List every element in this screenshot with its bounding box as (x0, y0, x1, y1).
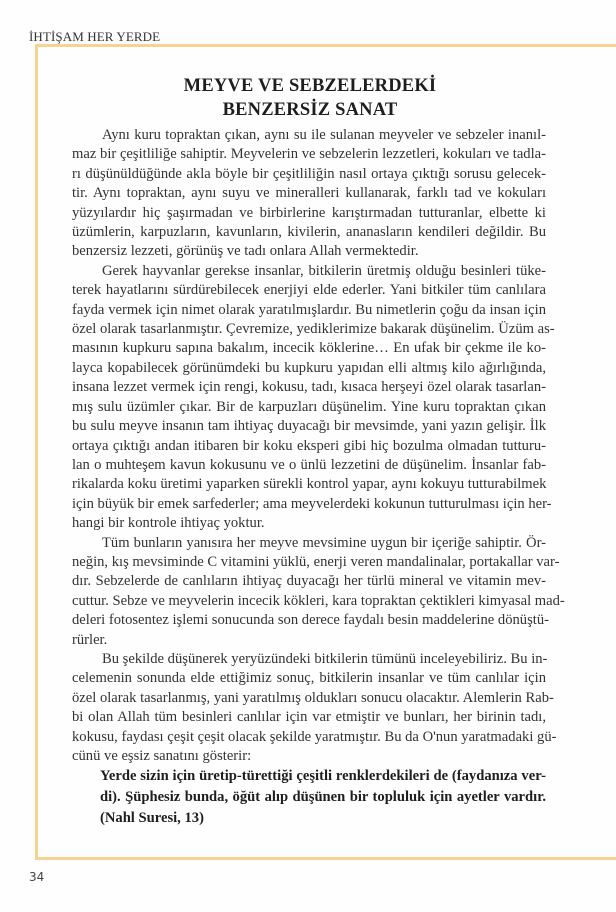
text-line: özel olarak tasarlanmış, yani yaratılmış oldukları sonucu olacaktır. Alemlerin Rab- (72, 689, 554, 706)
article-body (72, 126, 565, 829)
text-line: di). Şüphesiz bunda, öğüt alıp düşünen bir topluluk için ayetler vardır. (100, 789, 546, 806)
text-line: maz bir çeşitliliğe sahiptir. Meyvelerin ve sebzelerin lezzetleri, kokuları ve tadla- (72, 146, 546, 163)
text-line: tir. Aynı topraktan, aynı suyu ve mineralleri kullanarak, farklı tad ve kokuları (72, 185, 546, 202)
paragraph-1 (72, 126, 546, 262)
text-line: ortaya çıktığı andan itibaren bir koku eksperi gibi hiç bozulma olmadan tutturu- (72, 437, 546, 454)
paragraph-3 (72, 534, 565, 650)
text-line: benzersiz lezzeti, görünüş ve tadı onlara Allah vermektedir. (72, 243, 419, 260)
text-line: Bu şekilde düşünerek yeryüzündeki bitkilerin tümünü inceleyebiliriz. Bu in- (102, 650, 548, 667)
text-line: lan o muhteşem kavun kokusunu ve o ünlü lezzetini de düşünelim. İnsanlar fab- (72, 456, 546, 473)
text-line: özel olarak tasarlanmıştır. Çevremize, yediklerimize bakarak düşünelim. Üzüm as- (72, 321, 555, 338)
text-line: deleri fotosentez işlemi sonucunda son derece faydalı besin maddelerine dönüştü- (72, 612, 549, 629)
text-line: bi olan Allah tüm besinleri canlılar için var etmiştir ve bunları, her birinin tadı, (72, 709, 546, 726)
text-line: Yerde sizin için üretip-türettiği çeşitli renklerdekileri de (faydanıza ver- (100, 768, 546, 785)
text-line: Aynı kuru topraktan çıkan, aynı su ile sulanan meyveler ve sebzeler inanıl- (102, 127, 546, 143)
text-line: üzümlerin, karpuzların, kavunların, kivilerin, ananasların kendileri değildir. Bu (72, 224, 546, 241)
text-line: için büyük bir emek sarfederler; ama meyvelerdeki kokunun tutturulması için her- (72, 495, 552, 512)
text-line: yüzyılardır hiç şaşırmadan ve birbirlerine karıştırmadan tutturanlar, elbette ki (72, 204, 546, 221)
text-line: rı düşünüldüğünde akla böyle bir çeşitliliğin nasıl ortaya çıktığı sorusu gelecek- (72, 165, 546, 182)
article-title (36, 74, 584, 122)
text-line: layca kopabilecek görünümdeki bu kupkuru yapıdan elli altmış kilo ağırlığında, (72, 359, 546, 376)
text-line: cünü ve eşsiz sanatını gösterir: (72, 748, 252, 764)
text-line: terek hayatlarını sürdürebilecek enerjiyi elde ederler. Yani bitkiler tüm canlılara (72, 282, 546, 299)
text-line: (Nahl Suresi, 13) (100, 810, 204, 827)
text-line: kokusu, faydası çeşit çeşit olacak şekilde yaratmıştır. Bu da O'nun yaratmadaki gü- (72, 728, 557, 745)
page-number: 34 (29, 870, 45, 884)
text-line: Gerek hayvanlar gerekse insanlar, bitkilerin üretmiş olduğu besinleri tüke- (102, 262, 546, 279)
title-line-1: MEYVE VE SEBZELERDEKİ (183, 76, 437, 96)
verse-quote (72, 766, 546, 829)
text-line: dır. Sebzelerde de canlıların ihtiyaç duyacağı her türlü mineral ve vitamin mev- (72, 573, 546, 590)
text-line: celemenin sonunda elde ettiğimiz sonuç, bitkilerin insanlar ve tüm canlılar için (72, 670, 546, 687)
text-line: cuttur. Sebze ve meyvelerin incecik kökleri, kara topraktan çektikleri kimyasal mad- (72, 592, 565, 609)
paragraph-4 (72, 650, 557, 766)
text-line: insana lezzet vermek için rengi, kokusu, tadı, kısaca herşeyi özel olarak tasarlan- (72, 379, 546, 396)
paragraph-2 (72, 262, 555, 534)
text-line: rikalarda koku üretimi yaparken sürekli kontrol yapar, aynı kokuyu tutturabilmek (72, 476, 547, 493)
text-line: masının kupkuru sapına bakalım, incecik köklerine… En ufak bir çekme ile ko- (72, 340, 546, 357)
text-line: bu sulu meyve insanın tam ihtiyaç duyacağı bir mevsimde, yani yazın gelişir. İlk (72, 418, 546, 435)
title-line-2: BENZERSİZ SANAT (222, 100, 398, 120)
text-line: mış sulu üzümler çıkar. Bir de karpuzları düşünelim. Yine kuru topraktan çıkan (72, 398, 546, 415)
running-head: İHTİŞAM HER YERDE (29, 29, 161, 44)
text-line: fayda vermek için nimet olarak yaratılmışlardır. Bu nimetlerin çoğu da insan için (72, 301, 546, 318)
text-line: hangi bir kontrole ihtiyaç yoktur. (72, 515, 265, 532)
text-line: rürler. (72, 631, 108, 648)
text-line: neğin, kış mevsiminde C vitamini yüklü, enerji veren mandalinalar, portakallar var- (72, 553, 560, 570)
text-line: Tüm bunların yanısıra her meyve mevsimine uygun bir içeriğe sahiptir. Ör- (102, 534, 546, 551)
